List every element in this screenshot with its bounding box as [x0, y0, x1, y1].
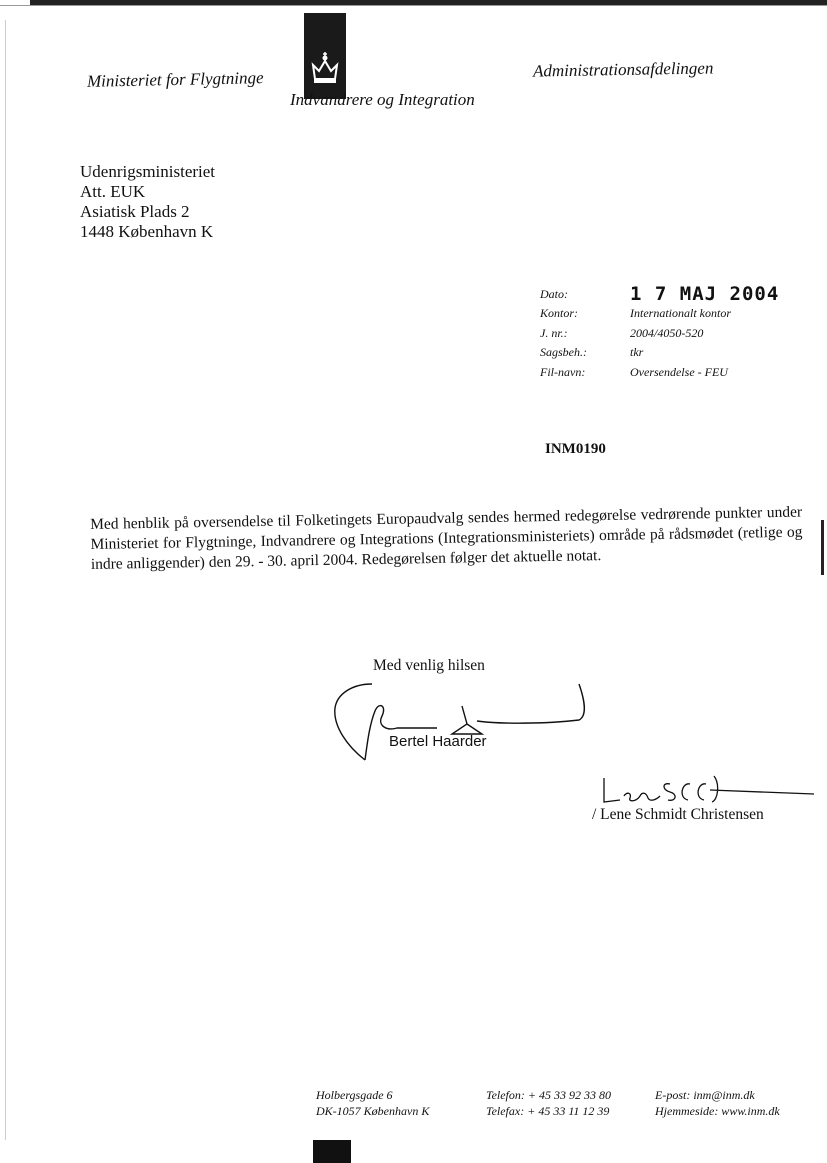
- meta-label: J. nr.:: [540, 325, 568, 340]
- letter-body: Med henblik på oversendelse til Folketingets Europaudvalg sendes hermed redegørelse vedrørende punkter under Ministeriet for Flygtninge, Indvandrere og Integrations (Integrationsministeriets) område på rådsmødet (retlige og indre anliggender) den 29. - 30. april 2004. Redegørelsen følger det aktuelle notat.: [90, 503, 803, 573]
- footer-email: E-post: inm@inm.dk: [655, 1088, 755, 1102]
- signature-bertel-haarder: [327, 676, 592, 771]
- royal-crown-logo: [304, 13, 346, 99]
- closing-greeting: Med venlig hilsen: [373, 657, 485, 674]
- footer-address-line: Holbergsgade 6: [316, 1088, 393, 1102]
- recipient-line: Udenrigsministeriet: [80, 162, 216, 181]
- meta-row-handler: [540, 341, 779, 361]
- scan-footer-mark: [313, 1140, 351, 1163]
- footer-telefax: Telefax: + 45 33 11 12 39: [486, 1104, 610, 1118]
- meta-label: Kontor:: [540, 306, 579, 320]
- date-stamp: 1 7 MAJ 2004: [630, 282, 780, 305]
- department-name: Administrationsafdelingen: [532, 58, 714, 81]
- ministry-subtitle: Indvandrere og Integration: [290, 90, 475, 109]
- footer-phone: [486, 1087, 611, 1119]
- meta-value: 2004/4050-520: [630, 325, 704, 340]
- meta-value: tkr: [630, 345, 644, 359]
- recipient-line: Asiatisk Plads 2: [80, 202, 190, 221]
- meta-value: Oversendelse - FEU: [630, 364, 728, 379]
- footer-address-line: DK-1057 København K: [316, 1104, 430, 1118]
- scan-left-edge: [5, 20, 6, 1140]
- meta-value: Internationalt kontor: [630, 306, 731, 320]
- meta-row-date: [540, 282, 780, 305]
- recipient-line: 1448 København K: [80, 222, 214, 241]
- recipient-line: Att. EUK: [80, 182, 146, 201]
- signatory-name: Bertel Haarder: [389, 733, 487, 750]
- footer-telephone: Telefon: + 45 33 92 33 80: [486, 1088, 611, 1102]
- meta-row-filename: [540, 360, 779, 380]
- ministry-name: Ministeriet for Flygtninge: [86, 68, 264, 91]
- scan-right-mark: [821, 520, 824, 575]
- scan-top-line: [0, 5, 827, 6]
- cosignatory-name: / Lene Schmidt Christensen: [592, 806, 764, 823]
- meta-row-journal: [540, 321, 779, 341]
- meta-label: Sagsbeh.:: [540, 345, 587, 359]
- crown-icon: [304, 13, 346, 99]
- footer-website: Hjemmeside: www.inm.dk: [655, 1104, 780, 1118]
- letter-metadata: [540, 282, 779, 380]
- footer-address: [316, 1087, 429, 1119]
- meta-label: Dato:: [540, 286, 568, 301]
- meta-label: Fil-navn:: [540, 364, 586, 379]
- reference-number: INM0190: [545, 441, 606, 457]
- recipient-address: [80, 162, 215, 242]
- footer-contact: [655, 1087, 780, 1119]
